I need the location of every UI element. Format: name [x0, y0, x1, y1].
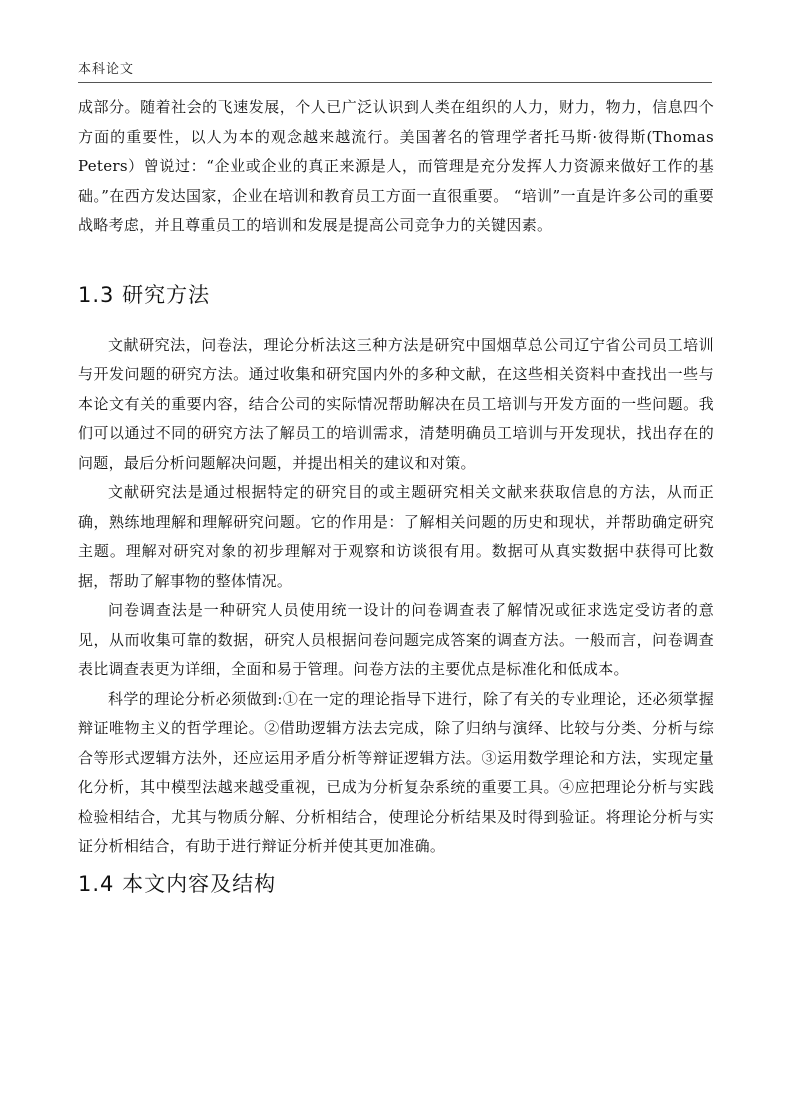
section-heading-1-3: 1.3 研究方法 [78, 282, 211, 307]
header-rule [78, 82, 712, 83]
running-header: 本科论文 [78, 62, 135, 77]
paragraph-continued: 成部分。随着社会的飞速发展，个人已广泛认识到人类在组织的人力，财力，物力，信息四个方面的重要性，以人为本的观念越来越流行。美国著名的管理学者托马斯·彼得斯(Thomas Peters）曾说过：“企业或企业的真正来源是人，而管理是充分发挥人力资源来做好工作的基础。”在西方发达国家，企业在培训和教育员工方面一直很重要。 “培训”一直是许多公司的重要战略考虑，并且尊重员工的培训和发展是提高公司竞争力的关键因素。 [78, 98, 714, 234]
section-heading-1-4: 1.4 本文内容及结构 [78, 871, 277, 896]
paragraph: 问卷调查法是一种研究人员使用统一设计的问卷调查表了解情况或征求选定受访者的意见，从而收集可靠的数据，研究人员根据问卷问题完成答案的调查方法。一般而言，问卷调查表比调查表更为详细，全面和易于管理。问卷方法的主要优点是标准化和低成本。 [78, 601, 714, 678]
paragraph: 科学的理论分析必须做到:①在一定的理论指导下进行，除了有关的专业理论，还必须掌握辩证唯物主义的哲学理论。②借助逻辑方法去完成，除了归纳与演绎、比较与分类、分析与综合等形式逻辑方法外，还应运用矛盾分析等辩证逻辑方法。③运用数学理论和方法，实现定量化分析，其中模型法越来越受重视，已成为分析复杂系统的重要工具。④应把理论分析与实践检验相结合，尤其与物质分解、分析相结合，使理论分析结果及时得到验证。将理论分析与实证分析相结合，有助于进行辩证分析并使其更加准确。 [78, 689, 714, 855]
document-body [78, 93, 714, 898]
paragraph: 文献研究法，问卷法，理论分析法这三种方法是研究中国烟草总公司辽宁省公司员工培训与开发问题的研究方法。通过收集和研究国内外的多种文献，在这些相关资料中查找出一些与本论文有关的重要内容，结合公司的实际情况帮助解决在员工培训与开发方面的一些问题。我们可以通过不同的研究方法了解员工的培训需求，清楚明确员工培训与开发现状，找出存在的问题，最后分析问题解决问题，并提出相关的建议和对策。 [78, 335, 714, 472]
paragraph: 文献研究法是通过根据特定的研究目的或主题研究相关文献来获取信息的方法，从而正确，熟练地理解和理解研究问题。它的作用是：了解相关问题的历史和现状，并帮助确定研究主题。理解对研究对象的初步理解对于观察和访谈很有用。数据可从真实数据中获得可比数据，帮助了解事物的整体情况。 [78, 483, 714, 590]
